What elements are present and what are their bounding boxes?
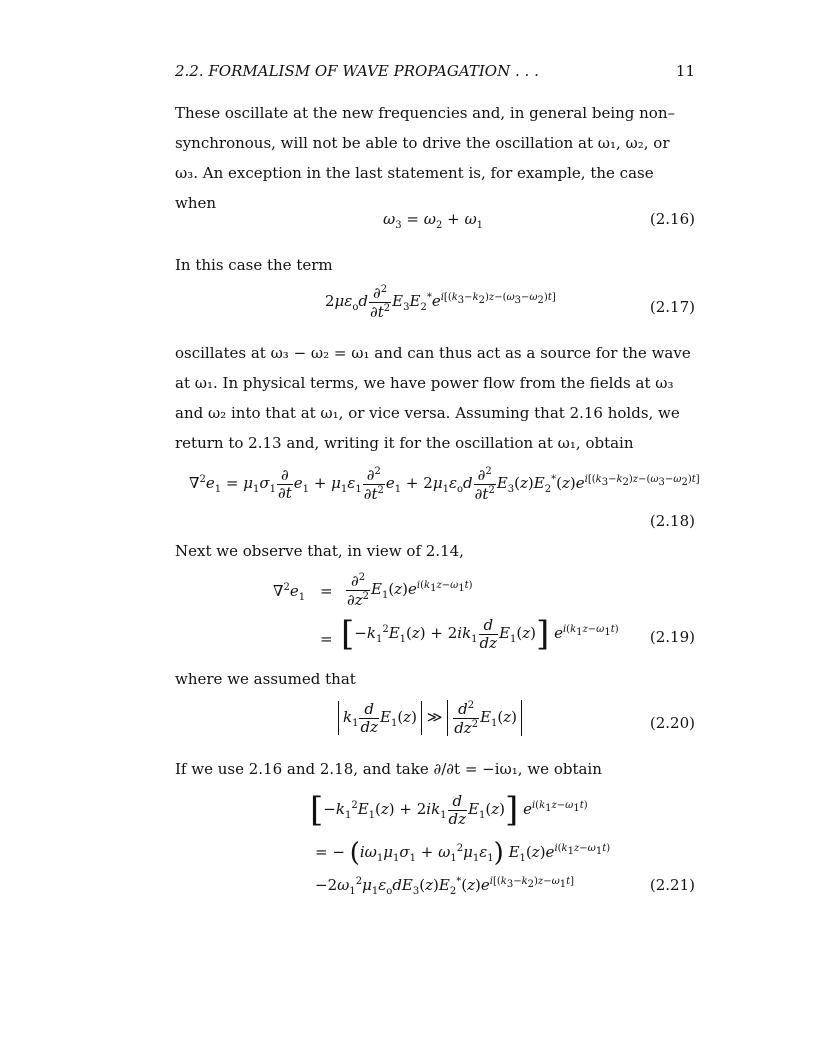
paragraph-3: oscillates at ω₃ − ω₂ = ω₁ and can thus act as a source for the wave at ω₁. In physical terms, we have power flow from the fields at ω₃ and ω₂ into that at ω₁, or vice versa. Assuming that 2.16 holds, we return to 2.13 and, writing it for the oscillation at ω₁, obtain <box>175 344 691 452</box>
running-header <box>175 62 695 80</box>
equation-number: (2.21) <box>649 876 695 894</box>
paragraph-2: In this case the term <box>175 256 333 274</box>
equation-2-21: [$-k_1^2E_1(z) + 2ik_1$ $\frac{d}{dz}$ $E_1(z)$] $e^{i(k_1z-\omega_1t)}$ = − $(i\omega_1\mu_1\sigma_1 + \omega_1^2\mu_1\varepsilon_1)$ $E_1(z)e^{i(k_1z-\omega_1t)}$ $-2\omega_1^2\mu_1\varepsilon_odE_3(z)E_2^*(z)e^{i[(k_3-k_2)z-\omega_1t]}$ (2.21) <box>310 790 695 897</box>
page-number: 11 <box>675 62 695 80</box>
equation-2-17: $2\mu\varepsilon_od$ $\frac{\partial^2}{\partial t^2}$ $E_3E_2^*e^{i[(k_3-k_2)z-(\omega_3-\omega_2)t]}$ (2.17) <box>325 284 695 321</box>
running-title: 2.2. FORMALISM OF WAVE PROPAGATION . . . <box>175 62 539 80</box>
equation-2-18: $\nabla^2e_1 = \mu_1\sigma_1$ $\frac{\partial}{\partial t}$ $e_1 + \mu_1\varepsilon_1$ $\frac{\partial^2}{\partial t^2}$ $e_1 + 2\mu_1\varepsilon_od$ $\frac{\partial^2}{\partial t^2}$ $E_3(z)E_2^*(z)e^{i[(k_3-k_2)z-(\omega_3-\omega_2)t]}$ (2.18) <box>189 466 700 530</box>
paragraph-4: Next we observe that, in view of 2.14, <box>175 542 464 560</box>
equation-number: (2.20) <box>649 714 695 732</box>
equation-number: (2.19) <box>649 628 695 646</box>
paragraph-6: If we use 2.16 and 2.18, and take ∂/∂t = −iω₁, we obtain <box>175 760 602 778</box>
paragraph-5: where we assumed that <box>175 670 356 688</box>
paragraph-1: These oscillate at the new frequencies and, in general being non–synchronous, will not be able to drive the oscillation at ω₁, ω₂, or ω₃. An exception in the last statement is, for example, the case when <box>175 104 676 212</box>
equation-2-19: $\nabla^2e_1$ = $\frac{\partial^2}{\partial z^2}$ $E_1(z)e^{i(k_1z-\omega_1t)}$ = [$-k_1^2E_1(z) + 2ik_1$ $\frac{d}{dz}$ $E_1(z)$] $e^{i(k_1z-\omega_1t)}$ (2.19) <box>273 572 695 654</box>
equation-2-20: $k_1$ $\frac{d}{dz}$ $E_1(z)$ ≫ $\frac{d^2}{dz^2}$ $E_1(z)$ (2.20) <box>175 700 695 746</box>
equation-number: (2.16) <box>649 210 695 228</box>
equation-number: (2.17) <box>649 298 695 316</box>
equation-number: (2.18) <box>649 512 695 530</box>
